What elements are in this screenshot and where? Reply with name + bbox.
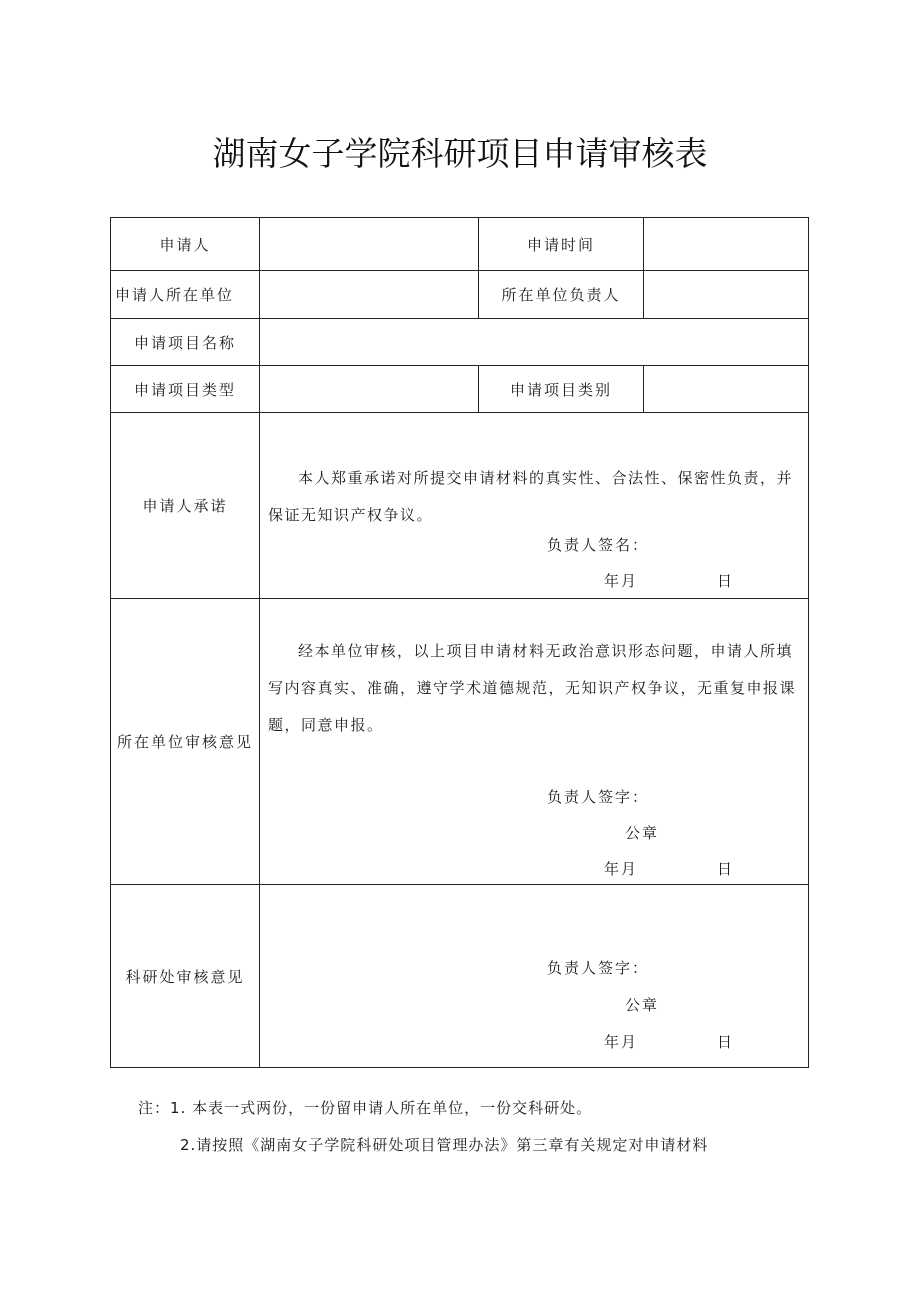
applicant-unit-value-cell[interactable] bbox=[260, 271, 479, 319]
project-category-label: 申请项目类别 bbox=[479, 366, 644, 413]
applicant-pledge-label: 申请人承诺 bbox=[111, 413, 260, 599]
project-name-value-cell[interactable] bbox=[260, 319, 809, 366]
table-row bbox=[111, 271, 809, 319]
table-row bbox=[111, 413, 809, 599]
table-row bbox=[111, 366, 809, 413]
unit-review-year-month: 年月 bbox=[604, 860, 639, 878]
unit-review-cell bbox=[260, 599, 809, 885]
table-row bbox=[111, 319, 809, 366]
research-office-review-label: 科研处审核意见 bbox=[111, 885, 260, 1068]
unit-review-label: 所在单位审核意见 bbox=[111, 599, 260, 885]
project-category-value-cell[interactable] bbox=[644, 366, 809, 413]
pledge-day: 日 bbox=[717, 572, 735, 590]
unit-head-label: 所在单位负责人 bbox=[479, 271, 644, 319]
research-office-signature-label: 负责人签字： bbox=[547, 959, 650, 977]
research-office-review-cell bbox=[260, 885, 809, 1068]
unit-review-seal: 公章 bbox=[625, 824, 660, 842]
project-type-value-cell[interactable] bbox=[260, 366, 479, 413]
project-name-label: 申请项目名称 bbox=[111, 319, 260, 366]
application-form-table bbox=[110, 217, 809, 1068]
note-2: 2.请按照《湖南女子学院科研处项目管理办法》第三章有关规定对申请材料 bbox=[180, 1136, 709, 1154]
applicant-label: 申请人 bbox=[111, 218, 260, 271]
applicant-pledge-cell bbox=[260, 413, 809, 599]
table-row bbox=[111, 599, 809, 885]
project-type-label: 申请项目类型 bbox=[111, 366, 260, 413]
apply-time-label: 申请时间 bbox=[479, 218, 644, 271]
apply-time-value-cell[interactable] bbox=[644, 218, 809, 271]
table-row bbox=[111, 885, 809, 1068]
applicant-unit-label: 申请人所在单位 bbox=[111, 271, 260, 319]
unit-review-day: 日 bbox=[717, 860, 735, 878]
research-office-year-month: 年月 bbox=[604, 1033, 639, 1051]
unit-review-signature-label: 负责人签字： bbox=[547, 788, 650, 806]
page-title: 湖南女子学院科研项目申请审核表 bbox=[212, 134, 708, 173]
note-1: 1. 本表一式两份，一份留申请人所在单位，一份交科研处。 bbox=[170, 1099, 593, 1117]
table-row bbox=[111, 218, 809, 271]
applicant-value-cell[interactable] bbox=[260, 218, 479, 271]
unit-review-text: 经本单位审核，以上项目申请材料无政治意识形态问题，申请人所填写内容真实、准确，遵守学术道德规范，无知识产权争议，无重复申报课题，同意申报。 bbox=[268, 642, 797, 734]
pledge-signature-label: 负责人签名： bbox=[547, 536, 650, 554]
unit-head-value-cell[interactable] bbox=[644, 271, 809, 319]
notes-line-1 bbox=[138, 1097, 592, 1118]
research-office-seal: 公章 bbox=[625, 996, 660, 1014]
pledge-year-month: 年月 bbox=[604, 572, 639, 590]
pledge-text: 本人郑重承诺对所提交申请材料的真实性、合法性、保密性负责，并保证无知识产权争议。 bbox=[268, 469, 794, 524]
notes-prefix: 注： bbox=[138, 1099, 171, 1117]
research-office-day: 日 bbox=[717, 1033, 735, 1051]
